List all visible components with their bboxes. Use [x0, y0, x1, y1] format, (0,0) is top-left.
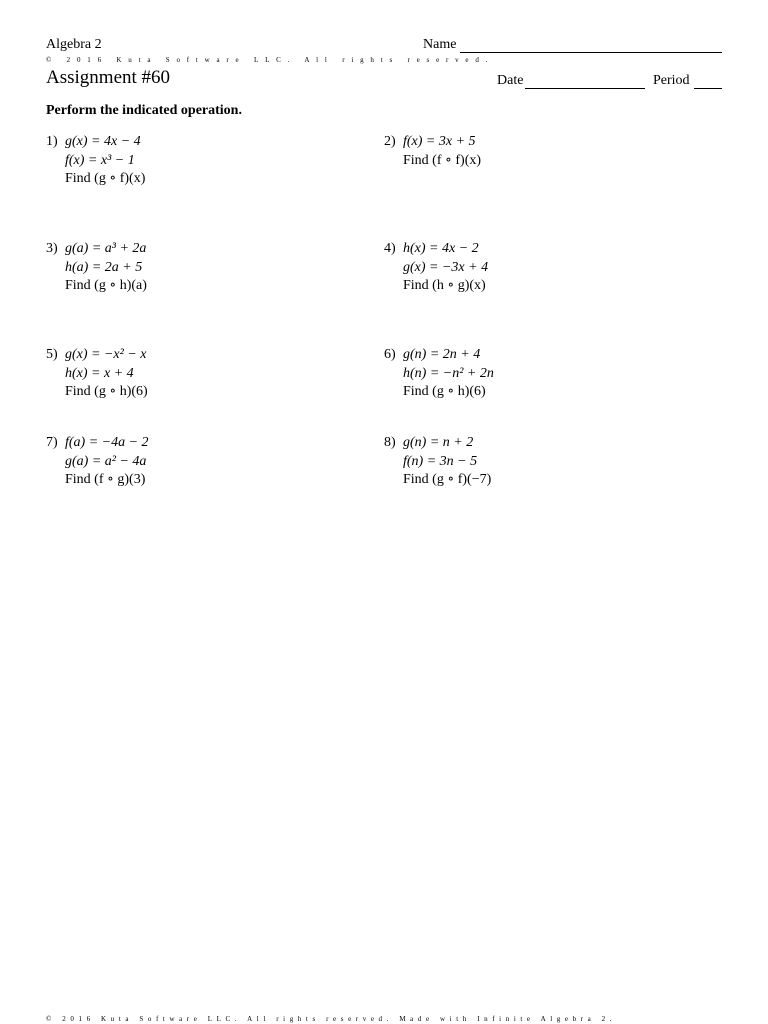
problem-question: Find (g ∘ f)(x): [65, 171, 146, 186]
instructions: Perform the indicated operation.: [46, 103, 242, 118]
problem-question: Find (f ∘ f)(x): [403, 152, 482, 168]
name-blank-line: [460, 52, 722, 53]
problem-line: f(a) = −4a − 2: [65, 435, 149, 450]
problem-number: 6): [384, 347, 396, 362]
date-label: Date: [497, 73, 524, 88]
problem-question: Find (g ∘ h)(a): [65, 278, 147, 293]
problem-number: 3): [46, 241, 58, 256]
date-blank-line: [525, 88, 645, 89]
problem-line: g(x) = 4x − 4: [65, 134, 141, 149]
problem-line: g(n) = 2n + 4: [403, 347, 481, 362]
problem-line: g(x) = −3x + 4: [403, 259, 489, 275]
problem-number: 4): [384, 241, 396, 256]
problem-line: f(n) = 3n − 5: [403, 453, 478, 469]
name-label: Name: [423, 37, 457, 52]
period-blank-line: [694, 88, 722, 89]
problem-line: g(n) = n + 2: [403, 435, 474, 450]
problem-line: h(x) = x + 4: [65, 365, 134, 381]
problem-line: g(a) = a³ + 2a: [65, 241, 147, 256]
problem-line: h(n) = −n² + 2n: [403, 365, 494, 381]
problem-line: g(x) = −x² − x: [65, 347, 147, 362]
problem-line: h(x) = 4x − 2: [403, 241, 479, 256]
problem-number: 8): [384, 435, 396, 450]
problem-question: Find (f ∘ g)(3): [65, 472, 146, 487]
period-label: Period: [653, 73, 690, 88]
problem-line: f(x) = 3x + 5: [403, 134, 476, 149]
problem-number: 7): [46, 435, 58, 450]
problem-line: f(x) = x³ − 1: [65, 152, 135, 168]
problem-line: h(a) = 2a + 5: [65, 259, 143, 275]
copyright-notice: © 2016 Kuta Software LLC. All rights reserved.: [46, 56, 495, 64]
problem-question: Find (g ∘ h)(6): [65, 384, 148, 399]
problem-question: Find (h ∘ g)(x): [403, 278, 486, 293]
problem-number: 1): [46, 134, 58, 149]
course-name: Algebra 2: [46, 37, 102, 52]
assignment-title: Assignment #60: [46, 67, 171, 88]
problem-question: Find (g ∘ h)(6): [403, 384, 486, 399]
problem-line: g(a) = a² − 4a: [65, 453, 147, 469]
problem-number: 2): [384, 134, 396, 149]
problem-question: Find (g ∘ f)(−7): [403, 472, 492, 487]
footer-copyright: © 2016 Kuta Software LLC. All rights reserved. Made with Infinite Algebra 2.: [46, 1015, 617, 1023]
problem-number: 5): [46, 347, 58, 362]
